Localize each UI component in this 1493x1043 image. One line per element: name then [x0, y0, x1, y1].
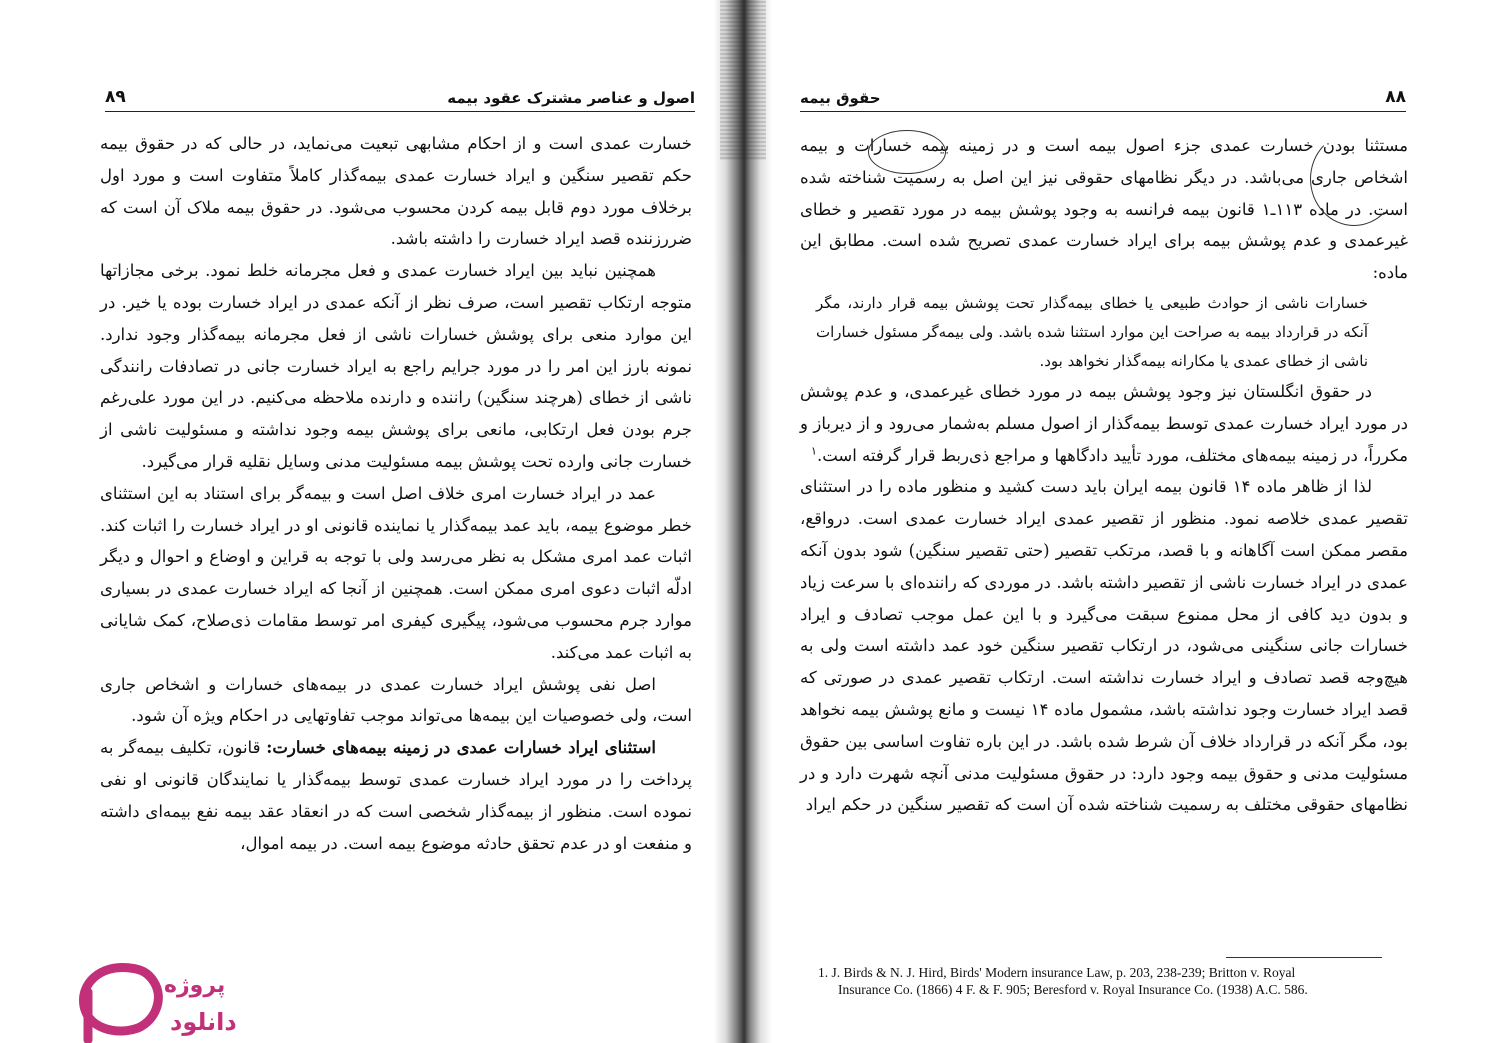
block-quote: خسارات ناشی از حوادث طبیعی یا خطای بیمه‌گذار تحت پوشش بیمه قرار دارند، مگر آنکه در قرارداد بیمه به صراحت این موارد استثنا شده باشد. ولی بیمه‌گر مسئول خسارات ناشی از خطای عمدی یا مکارانه بیمه‌گذار نخواهد بود. — [816, 293, 1368, 370]
paragraph: مستثنا بودن خسارت عمدی جزء اصول بیمه است و در زمینه بیمه خسارات و بیمه اشخاص جاری می‌باشد. در دیگر نظامهای حقوقی نیز این اصل به رسمیت شناخته شده است. در ماده ۱۱۳ـ۱ قانون بیمه فرانسه به وجود پوشش بیمه در مورد تقصیر و خطای غیرعمدی و عدم پوشش بیمه برای ایراد خسارت عمدی تصریح شده است. مطابق این ماده: — [800, 136, 1408, 283]
footnote-line: 1. J. Birds & N. J. Hird, Birds' Modern insurance Law, p. 203, 238-239; Britton v. Royal — [818, 965, 1296, 980]
running-header-title: اصول و عناصر مشترک عقود بیمه — [447, 89, 695, 107]
book-gutter — [714, 0, 772, 1043]
body-text — [100, 128, 692, 859]
subheading-continuation: قانون، تکلیف بیمه‌گر به پرداخت را در مورد ایراد خسارت عمدی توسط بیمه‌گذار یا نمایندگان قانونی او نفی نموده است. منظور از بیمه‌گذار شخصی است که در انعقاد عقد بیمه نفع بیمه‌ای داشته و منفعت او در عدم تحقق حادثه موضوع بیمه است. در بیمه اموال، — [100, 738, 692, 853]
paragraph-text: در حقوق انگلستان نیز وجود پوشش بیمه در مورد خطای غیرعمدی، و عدم پوشش در مورد ایراد خسارت عمدی توسط بیمه‌گذار از اصول مسلم به‌شمار می‌رود و از دیرباز و مکرراً، در زمینه بیمه‌های مختلف، مورد تأیید دادگاهها و مراجع ذی‌ربط قرار گرفته است. — [800, 381, 1408, 465]
running-header — [800, 80, 1406, 106]
header-rule — [800, 111, 1406, 112]
paragraph: همچنین نباید بین ایراد خسارت عمدی و فعل مجرمانه خلط نمود. برخی مجازاتها متوجه ارتکاب تقصیر است، صرف نظر از آنکه عمدی در ایراد خسارت بوده یا خیر. در این موارد منعی برای پوشش خسارات ناشی از فعل مجرمانه بیمه‌گذار وجود ندارد. نمونه بارز این امر را در مورد جرایم راجع به ایراد خسارت جانی در تصادفات رانندگی ناشی از خطای (هرچند سنگین) راننده و دارنده ملاحظه می‌کنیم. در این مورد علی‌رغم جرم بودن فعل ارتکابی، مانعی برای پوشش بیمه وجود نداشته و مسئولیت ناشی از خسارت جانی وارده تحت پوشش بیمه مسئولیت مدنی وسایل نقلیه قرار می‌گیرد. — [100, 261, 692, 471]
running-header — [105, 80, 695, 106]
paragraph — [800, 376, 1408, 471]
page-number: ۸۹ — [105, 87, 126, 107]
footnote-marker: ۱ — [811, 444, 817, 458]
right-page — [770, 0, 1493, 1043]
watermark-text-bottom: دانلود — [170, 1008, 237, 1036]
subheading: استثنای ایراد خسارات عمدی در زمینه بیمه‌های خسارت: — [266, 738, 656, 758]
footnote-rule — [1226, 957, 1382, 958]
subheading-paragraph — [100, 732, 692, 859]
footnote — [818, 964, 1418, 998]
paragraph: لذا از ظاهر ماده ۱۴ قانون بیمه ایران باید دست کشید و منظور ماده را در استثنای تقصیر عمدی خلاصه نمود. منظور از تقصیر عمدی ایراد خسارت عمدی است. درواقع، مقصر ممکن است آگاهانه و با قصد، مرتکب تقصیر (حتی تقصیر سنگین) شود بدون آنکه عمدی در ایراد خسارت ناشی از تقصیر داشته باشد. در موردی که راننده‌ای با سرعت زیاد و بدون دید کافی از محل ممنوع سبقت می‌گیرد و با این عمل موجب تصادف و ایراد خسارات جانی سنگینی می‌شود، در ارتکاب تقصیر سنگین خود عمد داشته است ولی به هیچ‌وجه قصد تصادف و ایراد خسارت نداشته است. ارتکاب تقصیر عمدی در صورتی که قصد ایراد خسارت وجود نداشته باشد، مشمول ماده ۱۴ نیست و مانع پوشش بیمه نخواهد بود، مگر آنکه در قرارداد خلاف آن شرط شده باشد. در این باره تفاوت اساسی بین حقوق مسئولیت مدنی و حقوق بیمه وجود دارد: در حقوق مسئولیت مدنی آنچه شهرت دارد و در نظامهای حقوقی مختلف به رسمیت شناخته شده آن است که تقصیر سنگین در حکم ایراد — [800, 477, 1408, 815]
pen-circle-mark — [1310, 132, 1398, 226]
watermark-logo — [60, 962, 237, 1043]
pen-circle-mark — [868, 130, 946, 174]
left-page — [0, 0, 716, 1043]
watermark-text-top: پروژه — [164, 973, 226, 998]
running-header-title: حقوق بیمه — [800, 89, 881, 107]
paragraph: اصل نفی پوشش ایراد خسارت عمدی در بیمه‌های خسارات و اشخاص جاری است، ولی خصوصیات این بیمه‌ها می‌تواند موجب تفاوتهایی در احکام ویژه آن شود. — [100, 674, 692, 726]
body-text — [800, 130, 1408, 821]
page-number: ۸۸ — [1385, 87, 1406, 107]
header-rule — [105, 111, 695, 112]
paragraph: عمد در ایراد خسارت امری خلاف اصل است و بیمه‌گر برای استناد به این استثنای خطر موضوع بیمه، باید عمد بیمه‌گذار یا نماینده قانونی او در ایراد خسارت را اثبات کند. اثبات عمد امری مشکل به نظر می‌رسد ولی با توجه به قراین و اوضاع و احوال و دیگر ادلّه اثبات دعوی امری ممکن است. همچنین از آنجا که ایراد خسارت عمدی در بسیاری موارد جرم محسوب می‌شود، پیگیری کیفری امر توسط مقامات ذی‌صلاح، کمک شایانی به اثبات عمد می‌کند. — [100, 483, 692, 662]
footnote-line: Insurance Co. (1866) 4 F. & F. 905; Beresford v. Royal Insurance Co. (1938) A.C. 586. — [838, 982, 1308, 997]
paragraph: خسارت عمدی است و از احکام مشابهی تبعیت می‌نماید، در حالی که در حقوق بیمه حکم تقصیر سنگین و ایراد خسارت عمدی بیمه‌گذار کاملاً متفاوت است و مورد اول برخلاف مورد دوم قابل بیمه کردن محسوب می‌شود. در حقوق بیمه ملاک آن است که ضررزننده قصد ایراد خسارت را داشته باشد. — [100, 134, 692, 249]
